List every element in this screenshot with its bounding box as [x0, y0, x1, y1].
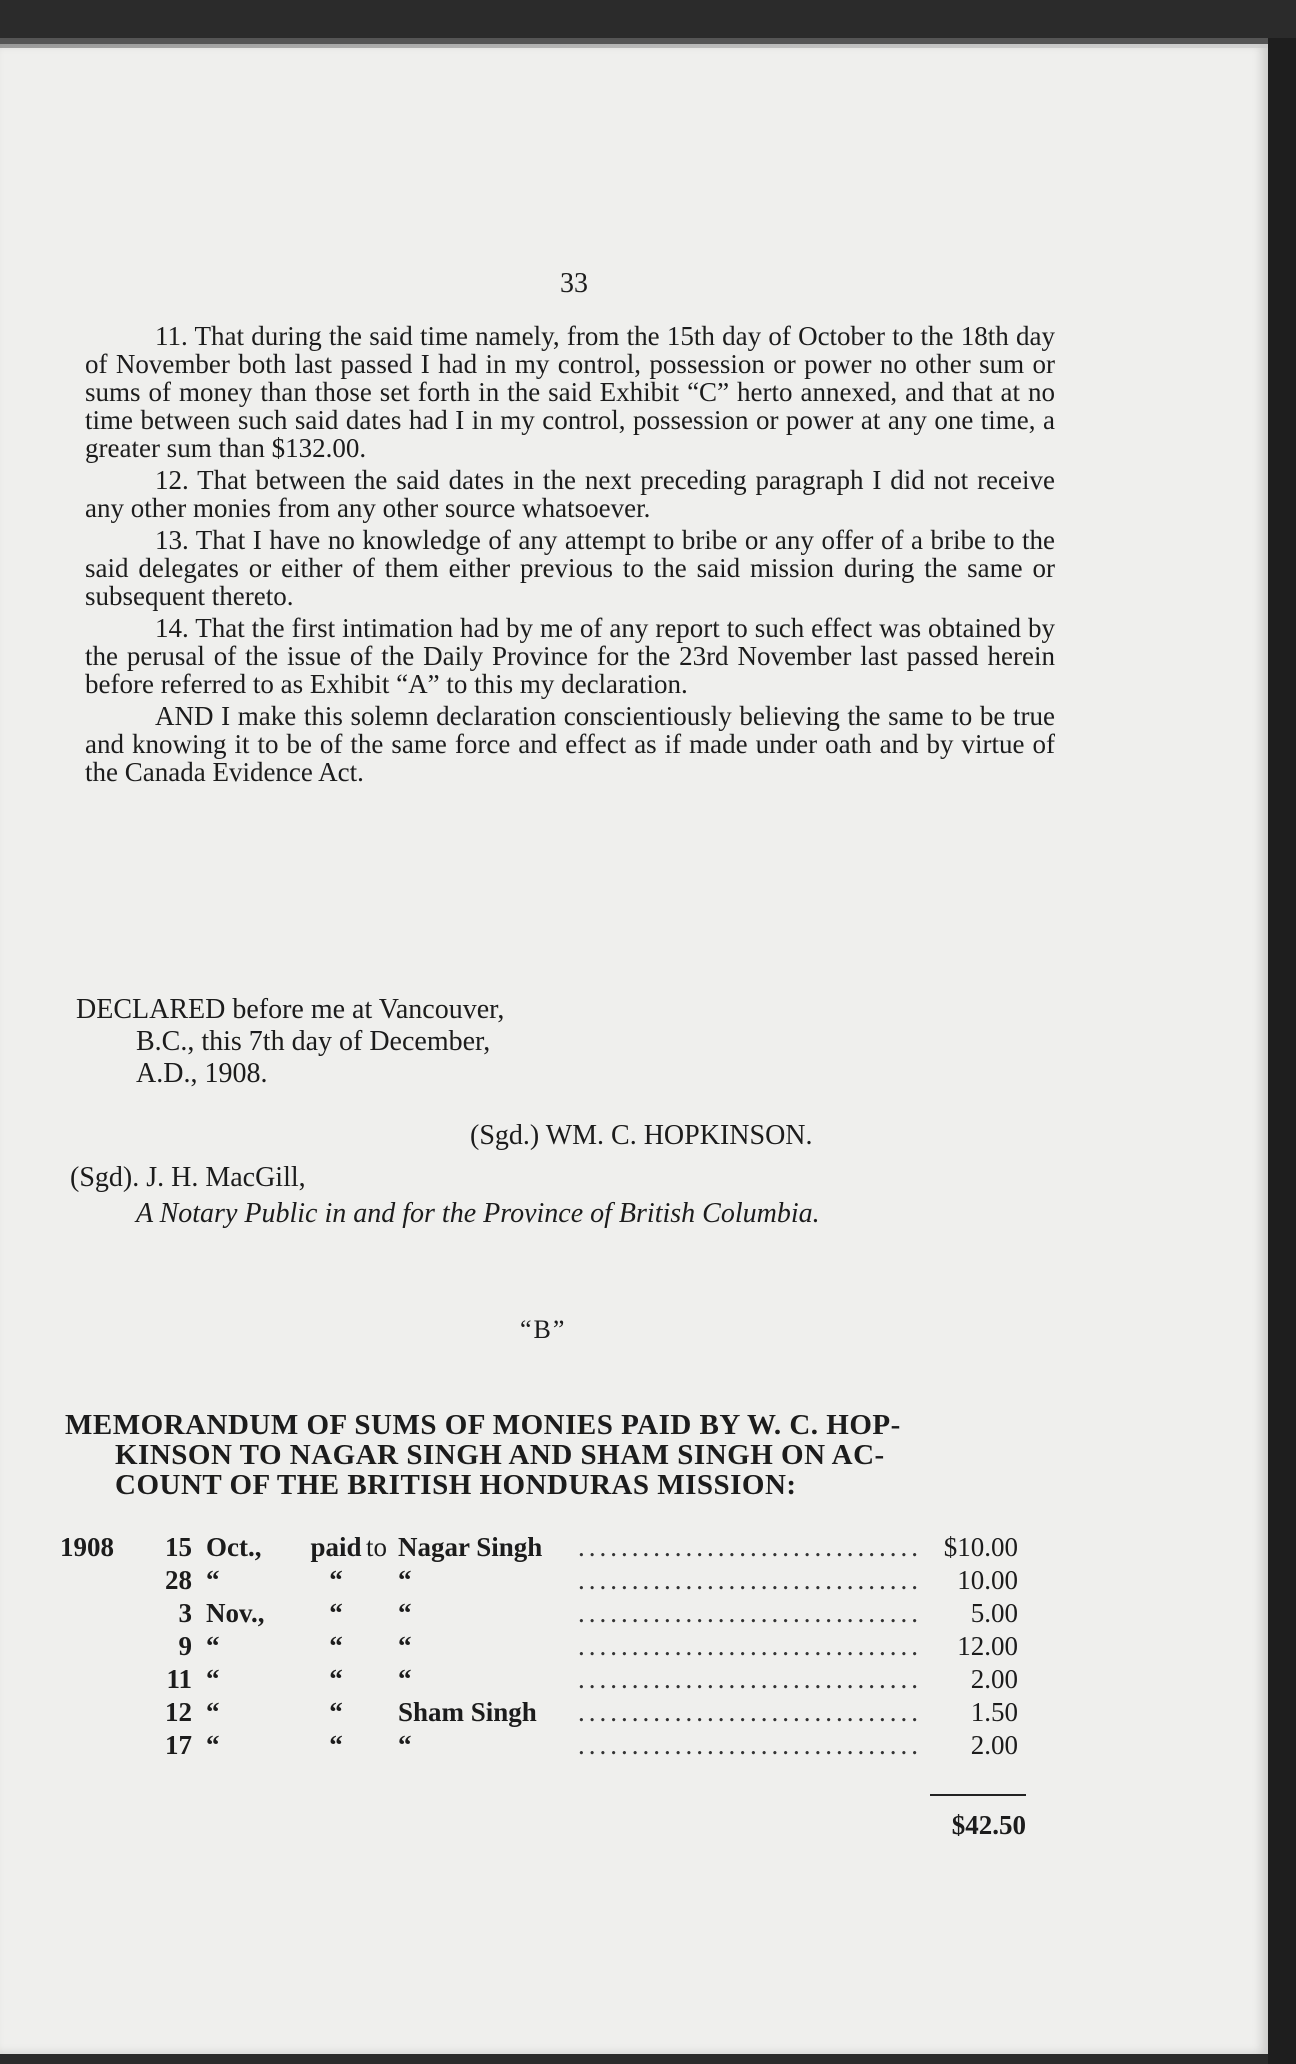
- declared-line-1: DECLARED before me at Vancouver,: [76, 994, 505, 1025]
- ledger-to: to: [366, 1532, 388, 1562]
- ledger-row: [60, 1695, 1018, 1728]
- ledger-month: “: [206, 1730, 220, 1760]
- ledger-day: 9: [178, 1631, 192, 1661]
- ledger-row: [60, 1563, 1018, 1596]
- ledger-amount: 1.50: [970, 1697, 1018, 1727]
- ledger-payee: Nagar Singh: [398, 1532, 543, 1562]
- ledger-day: 12: [165, 1697, 192, 1727]
- ledger-month: “: [206, 1631, 220, 1661]
- ledger-paid: “: [329, 1565, 343, 1595]
- leader-dots: ................................: [578, 1532, 922, 1562]
- notary-title: A Notary Public in and for the Province of British Columbia.: [136, 1198, 820, 1229]
- page-right-edge: [1268, 38, 1296, 2064]
- ledger-paid: “: [329, 1598, 343, 1628]
- ledger-year: [60, 1629, 144, 1662]
- leader-dots: ................................: [578, 1664, 922, 1694]
- ledger-total: $42.50: [951, 1810, 1026, 1840]
- ledger-amount: $10.00: [943, 1532, 1018, 1562]
- ledger-day: 15: [165, 1532, 192, 1562]
- ledger-payee: “: [398, 1730, 412, 1760]
- ledger-to: [366, 1662, 398, 1695]
- ledger-paid: “: [329, 1631, 343, 1661]
- ledger-year: 1908: [60, 1532, 114, 1562]
- paragraph-12: 12. That between the said dates in the next preceding paragraph I did not receive any other monies from any other source whatsoever.: [85, 465, 1055, 523]
- ledger-payee: Sham Singh: [398, 1697, 537, 1727]
- ledger-paid: paid: [310, 1532, 362, 1562]
- ledger-month: Oct.,: [206, 1532, 262, 1562]
- page-top-edge: [0, 44, 1268, 48]
- memo-title: [65, 1410, 1025, 1500]
- ledger-paid: “: [329, 1697, 343, 1727]
- ledger-paid: “: [329, 1730, 343, 1760]
- ledger-row: [60, 1530, 1018, 1563]
- ledger-payee: “: [398, 1664, 412, 1694]
- memo-title-line-1: MEMORANDUM OF SUMS OF MONIES PAID BY W. C. HOP-: [65, 1409, 901, 1441]
- ledger-to: [366, 1596, 398, 1629]
- body-paragraphs: [85, 322, 1055, 786]
- signature-hopkinson: (Sgd.) WM. C. HOPKINSON.: [470, 1120, 813, 1151]
- ledger-to: [366, 1728, 398, 1761]
- memo-title-line-2: KINSON TO NAGAR SINGH AND SHAM SINGH ON AC-: [115, 1439, 885, 1471]
- notary-name: (Sgd). J. H. MacGill,: [70, 1162, 306, 1193]
- ledger-amount: 10.00: [957, 1565, 1018, 1595]
- total-rule: [930, 1794, 1026, 1796]
- ledger-to: [366, 1629, 398, 1662]
- ledger-month: Nov.,: [206, 1598, 265, 1628]
- ledger-payee: “: [398, 1631, 412, 1661]
- ledger-payee: “: [398, 1598, 412, 1628]
- ledger-row: [60, 1629, 1018, 1662]
- ledger-month: “: [206, 1697, 220, 1727]
- ledger-to: [366, 1563, 398, 1596]
- ledger-row: [60, 1728, 1018, 1761]
- leader-dots: ................................: [578, 1730, 922, 1760]
- paragraph-14: 14. That the first intimation had by me of any report to such effect was obtained by the perusal of the issue of the Daily Province for the 23rd November last passed herein before referred to as Exhibit “A” to this my declaration.: [85, 613, 1055, 699]
- ledger-amount: 12.00: [957, 1631, 1018, 1661]
- ledger-day: 17: [165, 1730, 192, 1760]
- ledger-year: [60, 1695, 144, 1728]
- leader-dots: ................................: [578, 1697, 922, 1727]
- ledger-month: “: [206, 1664, 220, 1694]
- leader-dots: ................................: [578, 1598, 922, 1628]
- declared-line-3: A.D., 1908.: [136, 1058, 268, 1089]
- paragraph-13: 13. That I have no knowledge of any attempt to bribe or any offer of a bribe to the said delegates or either of them either previous to the said mission during the same or subsequent thereto.: [85, 525, 1055, 611]
- ledger-payee: “: [398, 1565, 412, 1595]
- memo-title-line-3: COUNT OF THE BRITISH HONDURAS MISSION:: [115, 1469, 797, 1501]
- ledger-year: [60, 1563, 144, 1596]
- ledger-day: 28: [165, 1565, 192, 1595]
- ledger-row: [60, 1596, 1018, 1629]
- ledger-day: 3: [178, 1598, 192, 1628]
- leader-dots: ................................: [578, 1631, 922, 1661]
- ledger-amount: 2.00: [970, 1730, 1018, 1760]
- page-number: 33: [560, 268, 588, 299]
- ledger-year: [60, 1596, 144, 1629]
- payments-ledger: [60, 1530, 1018, 1761]
- declared-line-2: B.C., this 7th day of December,: [136, 1026, 491, 1057]
- paragraph-declaration: AND I make this solemn declaration conscientiously believing the same to be true and knowing it to be of the same force and effect as if made under oath and by virtue of the Canada Evidence Act.: [85, 701, 1055, 787]
- ledger-row: [60, 1662, 1018, 1695]
- ledger-to: [366, 1695, 398, 1728]
- ledger-amount: 5.00: [970, 1598, 1018, 1628]
- exhibit-label: “B”: [520, 1315, 567, 1344]
- ledger-month: “: [206, 1565, 220, 1595]
- ledger-paid: “: [329, 1664, 343, 1694]
- ledger-year: [60, 1728, 144, 1761]
- paragraph-11: 11. That during the said time namely, from the 15th day of October to the 18th day of November both last passed I had in my control, possession or power no other sum or sums of money than those set forth in the said Exhibit “C” herto annexed, and that at no time between such said dates had I in my control, possession or power at any one time, a greater sum than $132.00.: [85, 321, 1055, 463]
- ledger-amount: 2.00: [970, 1664, 1018, 1694]
- ledger-year: [60, 1662, 144, 1695]
- ledger-day: 11: [166, 1664, 192, 1694]
- leader-dots: ................................: [578, 1565, 922, 1595]
